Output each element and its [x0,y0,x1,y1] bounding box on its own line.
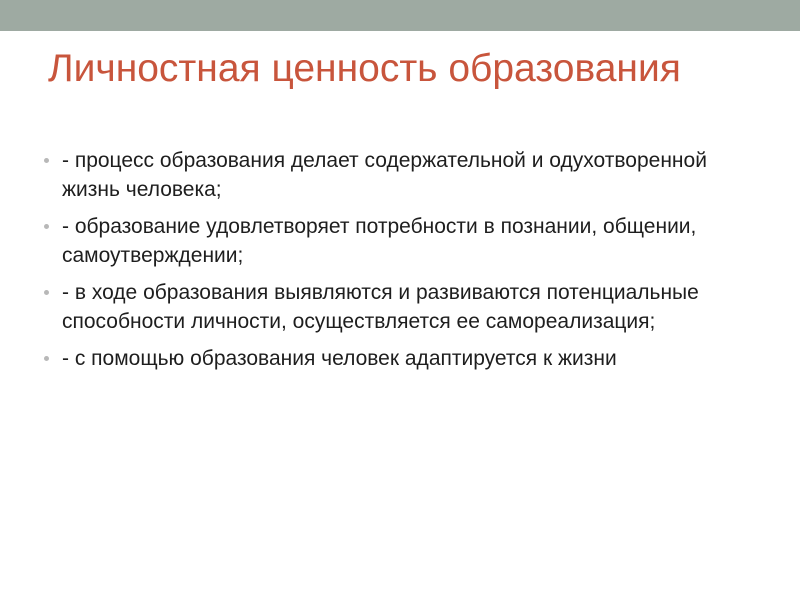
bullet-text: - процесс образования делает содержательной и одухотворенной жизнь человека; [62,149,707,201]
bullet-list [44,146,764,381]
bullet-item [44,212,764,270]
bullet-item [44,278,764,336]
bullet-text: - с помощью образования человек адаптируется к жизни [62,347,617,370]
bullet-text: - в ходе образования выявляются и развиваются потенциальные способности личности, осуществляется ее самореализация; [62,281,699,333]
bullet-dot-icon [44,224,49,229]
top-bar [0,0,800,31]
slide-title: Личностная ценность образования [48,47,681,90]
bullet-dot-icon [44,290,49,295]
bullet-dot-icon [44,158,49,163]
bullet-item [44,344,764,373]
bullet-dot-icon [44,356,49,361]
bullet-item [44,146,764,204]
bullet-text: - образование удовлетворяет потребности в познании, общении, самоутверждении; [62,215,697,267]
